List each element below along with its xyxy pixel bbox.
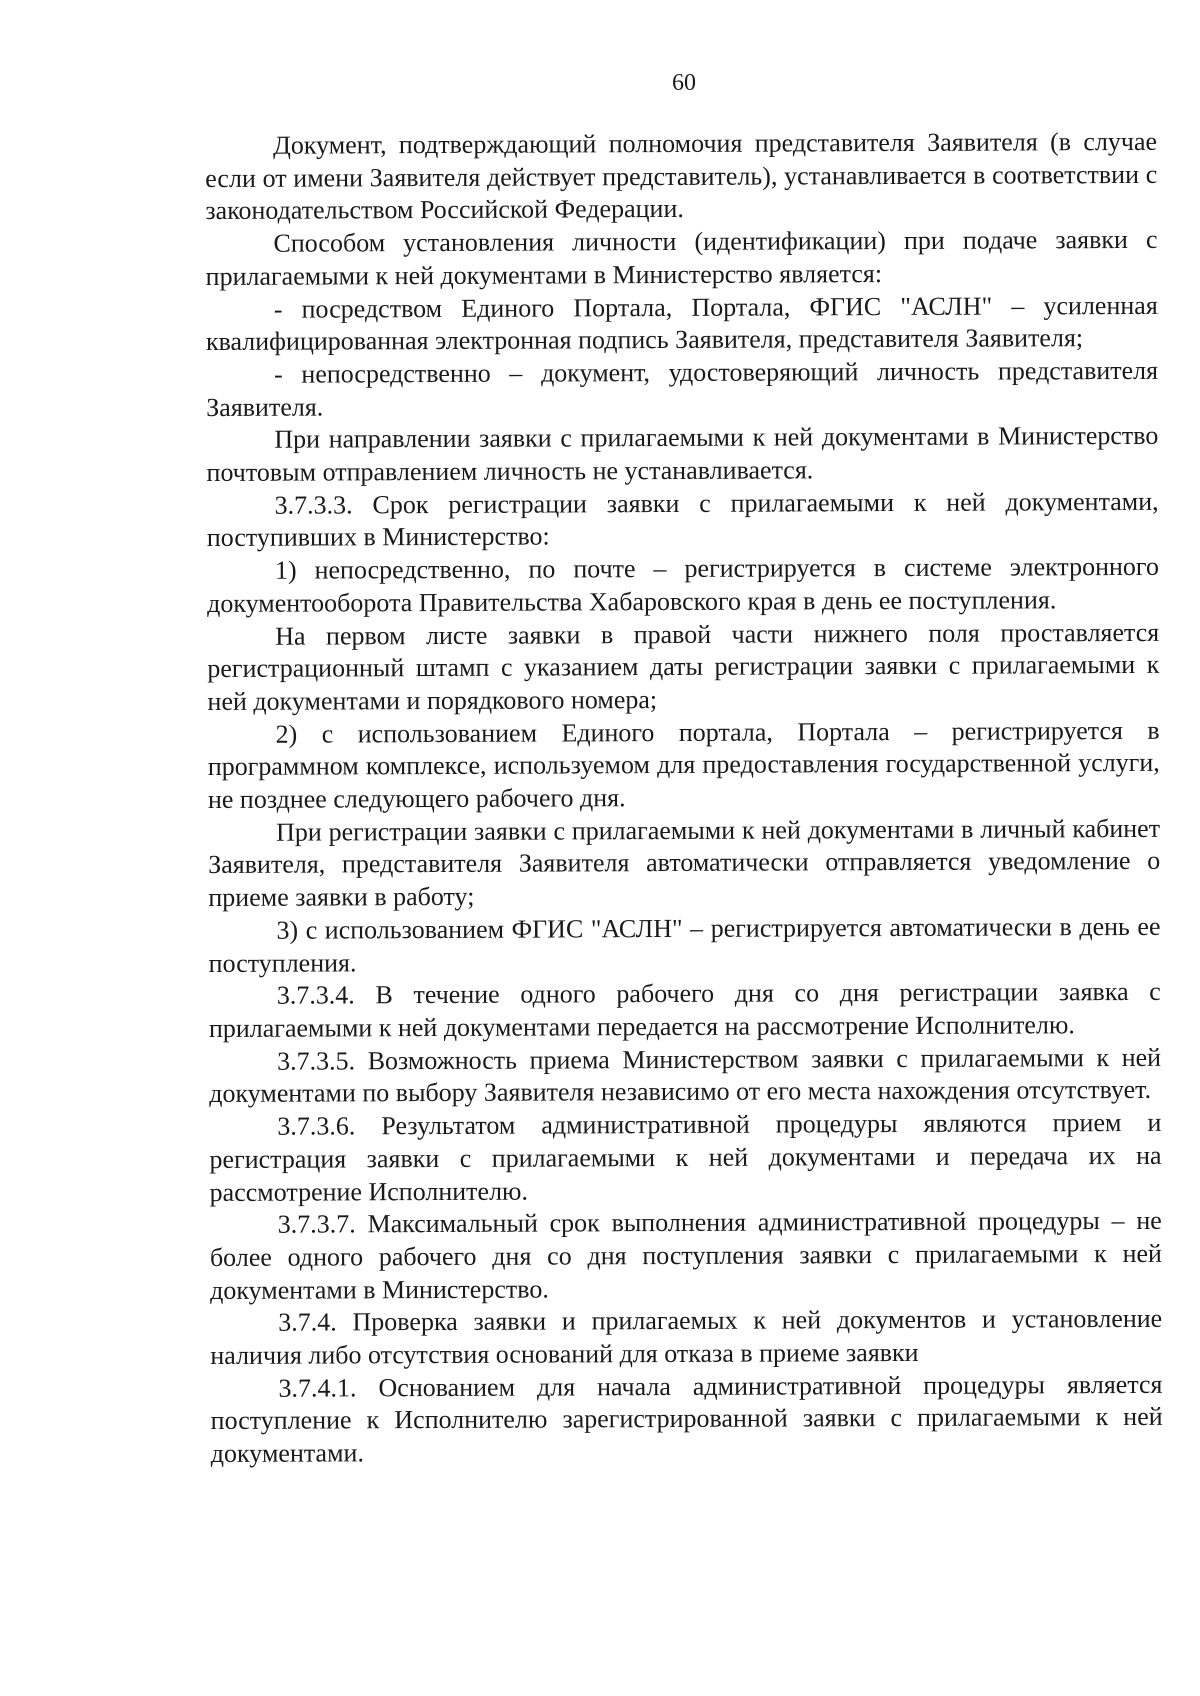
paragraph: Способом установления личности (идентификации) при подаче заявки с прилагаемыми к ней документами в Министерство является: [205,224,1158,291]
paragraph: 1) непосредственно, по почте – регистрируется в системе электронного документооборота Правительства Хабаровского края в день ее поступления. [207,551,1159,618]
paragraph: 3.7.3.3. Срок регистрации заявки с прилагаемыми к ней документами, поступивших в Министерство: [206,486,1159,553]
paragraph: 3.7.3.5. Возможность приема Министерством заявки с прилагаемыми к ней документами по выбору Заявителя независимо от его места нахождения отсутствует. [209,1042,1162,1109]
paragraph: - непосредственно – документ, удостоверяющий личность представителя Заявителя. [206,355,1159,422]
paragraph: - посредством Единого Портала, Портала, ФГИС "АСЛН" – усиленная квалифицированная электронная подпись Заявителя, представителя Заявителя; [205,290,1158,357]
paragraph: 3.7.4.1. Основанием для начала административной процедуры является поступление к Исполнителю зарегистрированной заявки с прилагаемыми к ней документами. [210,1369,1163,1469]
paragraph: 2) с использованием Единого портала, Портала – регистрируется в программном комплексе, используемом для предоставления государственной услуги, не позднее следующего рабочего дня. [207,715,1160,815]
paragraph: 3.7.3.4. В течение одного рабочего дня со дня регистрации заявка с прилагаемыми к ней документами передается на рассмотрение Исполнителю. [208,977,1161,1043]
paragraph: 3.7.4. Проверка заявки и прилагаемых к ней документов и установление наличия либо отсутствия оснований для отказа в приеме заявки [210,1304,1163,1371]
document-body [205,126,1163,1471]
paragraph: При направлении заявки с прилагаемыми к ней документами в Министерство почтовым отправлением личность не устанавливается. [206,421,1159,488]
paragraph: 3) с использованием ФГИС "АСЛН" – регистрируется автоматически в день ее поступления. [208,911,1161,978]
paragraph: При регистрации заявки с прилагаемыми к ней документами в личный кабинет Заявителя, представителя Заявителя автоматически отправляется уведомление о приеме заявки в работу; [208,813,1161,913]
paragraph: Документ, подтверждающий полномочия представителя Заявителя (в случае если от имени Заявителя действует представитель), устанавливается в соответствии с законодательством Российской Федерации. [205,126,1158,226]
paragraph: На первом листе заявки в правой части нижнего поля проставляется регистрационный штамп с указанием даты регистрации заявки с прилагаемыми к ней документами и порядкового номера; [207,617,1160,716]
paragraph: 3.7.3.7. Максимальный срок выполнения административной процедуры – не более одного рабочего дня со дня поступления заявки с прилагаемыми к ней документами в Министерство. [209,1206,1162,1305]
page-number: 60 [672,70,696,96]
paragraph: 3.7.3.6. Результатом административной процедуры являются прием и регистрация заявки с прилагаемыми к ней документами и передача их на рассмотрение Исполнителю. [209,1107,1162,1207]
